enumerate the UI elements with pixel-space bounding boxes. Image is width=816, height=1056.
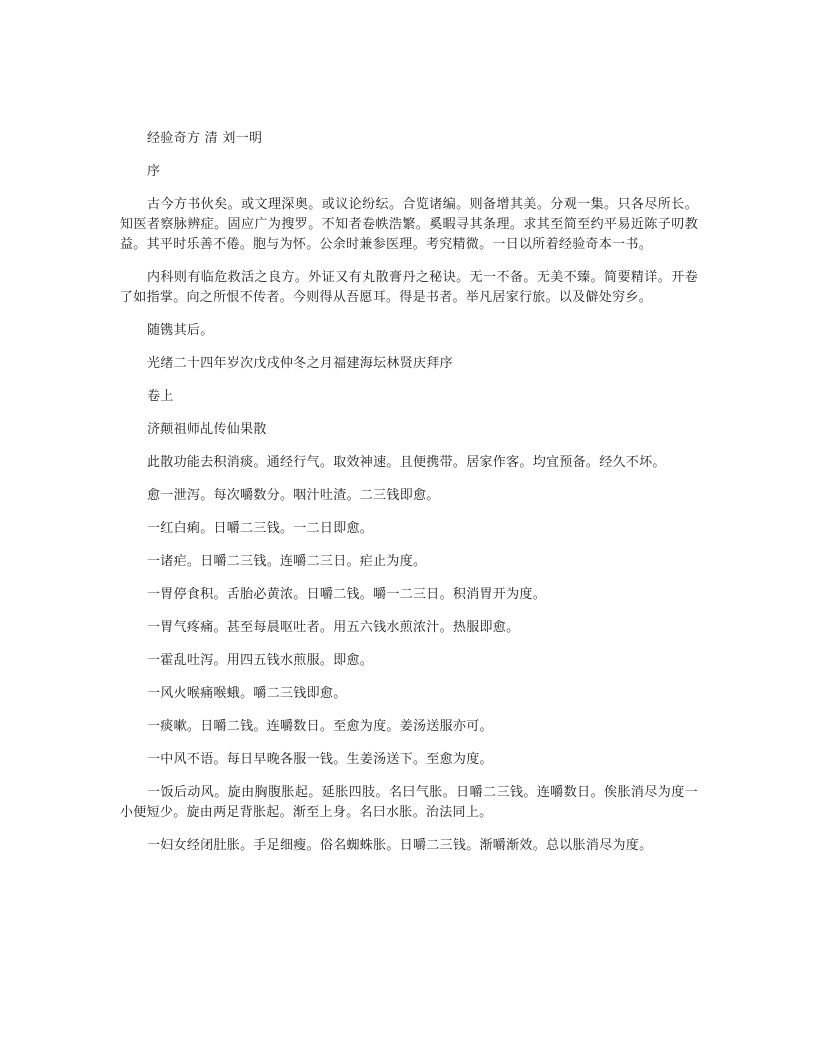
body-paragraph: 随镌其后。 bbox=[147, 323, 214, 338]
body-paragraph: 此散功能去积消痰。通经行气。取效神速。且便携带。居家作客。均宜预备。经久不坏。 bbox=[147, 455, 666, 470]
indication-item: 一霍乱吐泻。用四五钱水煎服。即愈。 bbox=[147, 653, 374, 668]
section-heading-preface: 序 bbox=[147, 164, 161, 179]
indication-item: 一痰嗽。日嚼二钱。连嚼数日。至愈为度。姜汤送服亦可。 bbox=[147, 719, 493, 734]
indication-item: 一诸疟。日嚼二三钱。连嚼二三日。疟止为度。 bbox=[147, 554, 427, 569]
indication-item: 一中风不语。每日早晚各服一钱。生姜汤送下。至愈为度。 bbox=[147, 752, 493, 767]
indication-item: 一胃气疼痛。甚至每晨呕吐者。用五六钱水煎浓汁。热服即愈。 bbox=[147, 620, 520, 635]
body-paragraph: 古今方书伙矣。或文理深奥。或议论纷纭。合览诸编。则备增其美。分观一集。只各尽所长。知医者察脉辨症。固应广为搜罗。不知者卷帙浩繁。奚暇寻其条理。求其至简至约平易近陈子叨教益。其平时乐善不倦。胞与为怀。公余时兼参医理。考究精微。一日以所着经验奇本一书。 bbox=[120, 197, 698, 252]
indication-item: 一妇女经闭肚胀。手足细瘦。俗名蜘蛛胀。日嚼二三钱。渐嚼渐效。总以胀消尽为度。 bbox=[147, 838, 653, 853]
indication-item: 一饭后动风。旋由胸腹胀起。延胀四肢。名曰气胀。日嚼二三钱。连嚼数日。俟胀消尽为度一小便短少。旋由两足背胀起。渐至上身。名曰水胀。治法同上。 bbox=[120, 785, 698, 820]
indication-item: 一胃停食积。舌胎必黄浓。日嚼二钱。嚼一二三日。积消胃开为度。 bbox=[147, 587, 547, 602]
indication-item: 愈一泄泻。每次嚼数分。咽汁吐渣。二三钱即愈。 bbox=[147, 488, 440, 503]
document-title: 经验奇方 清 刘一明 bbox=[147, 131, 263, 146]
volume-heading: 卷上 bbox=[147, 389, 174, 404]
body-paragraph: 内科则有临危救活之良方。外证又有丸散膏丹之秘诀。无一不备。无美不臻。简要精详。开卷了如指掌。向之所恨不传者。今则得从吾愿耳。得是书者。举凡居家行旅。以及僻处穷乡。 bbox=[120, 270, 698, 305]
recipe-title: 济颠祖师乩传仙果散 bbox=[147, 422, 267, 437]
document-page bbox=[120, 129, 698, 869]
indication-item: 一风火喉痛喉蛾。嚼二三钱即愈。 bbox=[147, 686, 347, 701]
indication-item: 一红白痢。日嚼二三钱。一二日即愈。 bbox=[147, 521, 374, 536]
preface-signature: 光绪二十四年岁次戊戌仲冬之月福建海坛林贤庆拜序 bbox=[147, 356, 453, 371]
